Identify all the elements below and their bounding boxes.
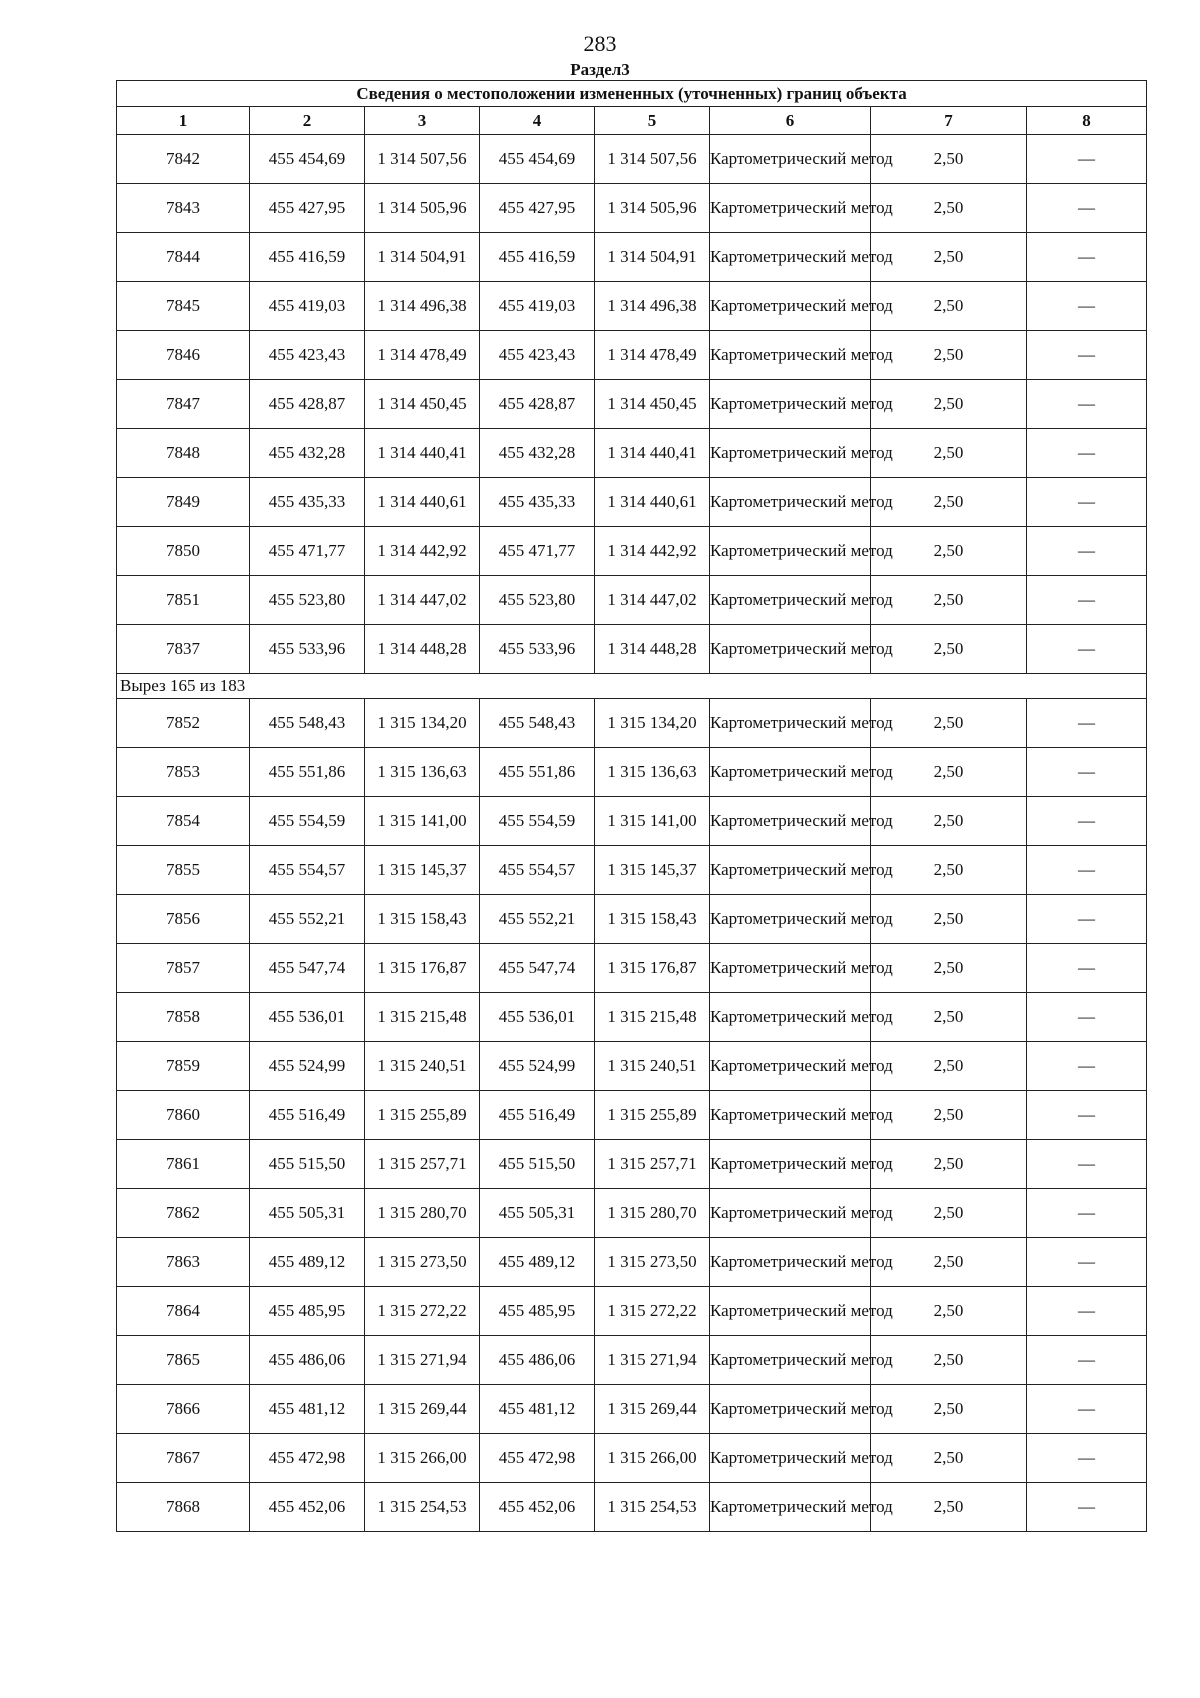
table-cell: Картометрический метод [710, 1091, 871, 1140]
column-header: 3 [365, 107, 480, 135]
table-cell: 1 315 136,63 [595, 748, 710, 797]
table-cell: Картометрический метод [710, 478, 871, 527]
column-header: 2 [250, 107, 365, 135]
table-cell: Картометрический метод [710, 282, 871, 331]
table-cell: 455 547,74 [480, 944, 595, 993]
table-row [117, 1385, 1147, 1434]
table-cell: 455 416,59 [480, 233, 595, 282]
table-cell: 1 315 254,53 [365, 1483, 480, 1532]
table-cell: 2,50 [871, 1140, 1027, 1189]
table-cell: 1 315 136,63 [365, 748, 480, 797]
table-cell: 7852 [117, 699, 250, 748]
table-cell: 455 533,96 [250, 625, 365, 674]
table-cell: 7865 [117, 1336, 250, 1385]
table-cell: 2,50 [871, 1483, 1027, 1532]
table-cell: 7860 [117, 1091, 250, 1140]
table-cell: 1 315 158,43 [595, 895, 710, 944]
table-cell: 7844 [117, 233, 250, 282]
table-cell: 1 315 145,37 [365, 846, 480, 895]
table-cell: 455 554,57 [480, 846, 595, 895]
table-cell: 1 315 255,89 [365, 1091, 480, 1140]
table-cell: 455 419,03 [480, 282, 595, 331]
table-cell: 1 315 273,50 [365, 1238, 480, 1287]
table-cell: 1 314 447,02 [595, 576, 710, 625]
table-cell: 7837 [117, 625, 250, 674]
table-cell: — [1027, 895, 1147, 944]
table-cell: 1 315 257,71 [595, 1140, 710, 1189]
table-cell: 1 315 240,51 [595, 1042, 710, 1091]
table-cell: 1 314 442,92 [365, 527, 480, 576]
table-cell: 2,50 [871, 135, 1027, 184]
table-cell: 455 533,96 [480, 625, 595, 674]
table-caption: Сведения о местоположении измененных (уточненных) границ объекта [117, 81, 1147, 107]
table-cell: 1 315 255,89 [595, 1091, 710, 1140]
table-cell: Картометрический метод [710, 1287, 871, 1336]
table-cell: 2,50 [871, 699, 1027, 748]
table-cell: — [1027, 184, 1147, 233]
table-cell: 455 481,12 [250, 1385, 365, 1434]
table-cell: Картометрический метод [710, 576, 871, 625]
table-row [117, 576, 1147, 625]
table-cell: 7857 [117, 944, 250, 993]
table-cell: 2,50 [871, 1238, 1027, 1287]
table-cell: Картометрический метод [710, 797, 871, 846]
table-cell: — [1027, 625, 1147, 674]
table-cell: 2,50 [871, 1336, 1027, 1385]
table-cell: Картометрический метод [710, 1042, 871, 1091]
table-cell: — [1027, 1091, 1147, 1140]
table-cell: — [1027, 1336, 1147, 1385]
table-cell: 455 551,86 [250, 748, 365, 797]
table-cell: — [1027, 429, 1147, 478]
table-cell: 2,50 [871, 993, 1027, 1042]
table-cell: 455 515,50 [480, 1140, 595, 1189]
table-row [117, 1189, 1147, 1238]
table-row [117, 478, 1147, 527]
table-cell: 455 427,95 [250, 184, 365, 233]
table-cell: 455 523,80 [250, 576, 365, 625]
table-cell: 2,50 [871, 748, 1027, 797]
table-cell: 455 423,43 [250, 331, 365, 380]
table-cell: 2,50 [871, 527, 1027, 576]
table-cell: 7854 [117, 797, 250, 846]
table-cell: 1 314 447,02 [365, 576, 480, 625]
table-cell: 1 314 504,91 [365, 233, 480, 282]
table-cell: 455 554,57 [250, 846, 365, 895]
table-cell: 7858 [117, 993, 250, 1042]
table-cell: Картометрический метод [710, 1336, 871, 1385]
table-cell: 1 314 448,28 [365, 625, 480, 674]
table-cell: 7862 [117, 1189, 250, 1238]
table-cell: 1 314 496,38 [595, 282, 710, 331]
table-cell: Картометрический метод [710, 1140, 871, 1189]
table-row [117, 748, 1147, 797]
table-cell: Картометрический метод [710, 625, 871, 674]
table-cell: 2,50 [871, 846, 1027, 895]
table-cell: — [1027, 1483, 1147, 1532]
column-header: 6 [710, 107, 871, 135]
table-cell: 455 432,28 [250, 429, 365, 478]
table-cell: 455 505,31 [250, 1189, 365, 1238]
table-cell: 7868 [117, 1483, 250, 1532]
table-cell: 1 315 158,43 [365, 895, 480, 944]
table-cell: 2,50 [871, 576, 1027, 625]
table-cell: 455 551,86 [480, 748, 595, 797]
table-cell: — [1027, 1287, 1147, 1336]
table-cell: 1 315 271,94 [595, 1336, 710, 1385]
table-cell: 1 314 450,45 [595, 380, 710, 429]
table-cell: 455 481,12 [480, 1385, 595, 1434]
table-row [117, 797, 1147, 846]
table-cell: Картометрический метод [710, 1189, 871, 1238]
table-cell: — [1027, 282, 1147, 331]
table-cell: 1 314 440,61 [365, 478, 480, 527]
table-cell: — [1027, 233, 1147, 282]
table-cell: 455 471,77 [480, 527, 595, 576]
table-row [117, 1483, 1147, 1532]
table-row [117, 184, 1147, 233]
table-cell: 455 505,31 [480, 1189, 595, 1238]
table-cell: — [1027, 576, 1147, 625]
table-row [117, 380, 1147, 429]
table-cell: 2,50 [871, 895, 1027, 944]
table-cell: 1 315 141,00 [595, 797, 710, 846]
table-row [117, 846, 1147, 895]
table-row [117, 895, 1147, 944]
table-cell: Картометрический метод [710, 331, 871, 380]
table-cell: 1 315 269,44 [595, 1385, 710, 1434]
table-cell: Картометрический метод [710, 429, 871, 478]
table-cell: 455 486,06 [250, 1336, 365, 1385]
table-cell: 2,50 [871, 1189, 1027, 1238]
table-cell: 455 452,06 [480, 1483, 595, 1532]
table-cell: 2,50 [871, 625, 1027, 674]
table-cell: 7855 [117, 846, 250, 895]
table-cell: 1 314 440,61 [595, 478, 710, 527]
table-cell: 1 315 269,44 [365, 1385, 480, 1434]
table-cell: 455 435,33 [480, 478, 595, 527]
table-cell: — [1027, 1434, 1147, 1483]
table-cell: 455 452,06 [250, 1483, 365, 1532]
table-cell: Картометрический метод [710, 748, 871, 797]
table-cell: 1 315 134,20 [595, 699, 710, 748]
table-cell: 2,50 [871, 797, 1027, 846]
table-cell: 7867 [117, 1434, 250, 1483]
table-cell: 455 552,21 [480, 895, 595, 944]
table-cell: — [1027, 1189, 1147, 1238]
table-cell: 1 315 215,48 [595, 993, 710, 1042]
table-cell: 1 315 273,50 [595, 1238, 710, 1287]
table-cell: 455 536,01 [480, 993, 595, 1042]
table-row [117, 625, 1147, 674]
column-header: 4 [480, 107, 595, 135]
table-cell: 2,50 [871, 380, 1027, 429]
table-row [117, 993, 1147, 1042]
table-cell: 1 315 240,51 [365, 1042, 480, 1091]
table-cell: Картометрический метод [710, 527, 871, 576]
table-cell: 455 516,49 [480, 1091, 595, 1140]
table-cell: — [1027, 135, 1147, 184]
table-cell: 1 315 280,70 [595, 1189, 710, 1238]
table-cell: 1 315 176,87 [365, 944, 480, 993]
table-row [117, 135, 1147, 184]
table-cell: 1 314 450,45 [365, 380, 480, 429]
table-cell: 455 486,06 [480, 1336, 595, 1385]
table-cell: 455 419,03 [250, 282, 365, 331]
table-cell: — [1027, 331, 1147, 380]
table-cell: 455 554,59 [250, 797, 365, 846]
table-row [117, 282, 1147, 331]
table-cell: 455 548,43 [250, 699, 365, 748]
table-cell: 455 516,49 [250, 1091, 365, 1140]
table-cell: 7848 [117, 429, 250, 478]
table-row [117, 1238, 1147, 1287]
table-cell: 1 315 257,71 [365, 1140, 480, 1189]
table-cell: 455 472,98 [250, 1434, 365, 1483]
table-cell: 7864 [117, 1287, 250, 1336]
table-cell: 1 315 272,22 [595, 1287, 710, 1336]
table-cell: 455 554,59 [480, 797, 595, 846]
table-cell: 1 315 266,00 [595, 1434, 710, 1483]
table-body [117, 135, 1147, 1532]
table-cell: 1 314 496,38 [365, 282, 480, 331]
table-cell: 2,50 [871, 1287, 1027, 1336]
page-number: 283 [583, 31, 617, 56]
table-cell: 455 454,69 [250, 135, 365, 184]
subsection-row [117, 674, 1147, 699]
table-row [117, 429, 1147, 478]
table-cell: 455 536,01 [250, 993, 365, 1042]
table-cell: — [1027, 993, 1147, 1042]
table-cell: Картометрический метод [710, 1238, 871, 1287]
table-cell: 455 454,69 [480, 135, 595, 184]
table-cell: — [1027, 1238, 1147, 1287]
table-cell: Картометрический метод [710, 233, 871, 282]
table-cell: — [1027, 748, 1147, 797]
table-row [117, 1287, 1147, 1336]
table-cell: 455 432,28 [480, 429, 595, 478]
table-cell: 455 523,80 [480, 576, 595, 625]
table-cell: 1 315 176,87 [595, 944, 710, 993]
table-cell: 2,50 [871, 1091, 1027, 1140]
table-cell: — [1027, 478, 1147, 527]
table-cell: 2,50 [871, 1042, 1027, 1091]
table-cell: 455 489,12 [480, 1238, 595, 1287]
table-cell: — [1027, 699, 1147, 748]
table-cell: 2,50 [871, 1385, 1027, 1434]
table-row [117, 233, 1147, 282]
table-cell: 7843 [117, 184, 250, 233]
table-cell: 455 552,21 [250, 895, 365, 944]
table-row [117, 1091, 1147, 1140]
table-cell: 1 314 504,91 [595, 233, 710, 282]
coordinates-table [116, 80, 1147, 1532]
table-cell: 2,50 [871, 184, 1027, 233]
table-cell: — [1027, 527, 1147, 576]
table-cell: 2,50 [871, 944, 1027, 993]
table-cell: 7846 [117, 331, 250, 380]
table-cell: 1 314 440,41 [365, 429, 480, 478]
table-cell: 7859 [117, 1042, 250, 1091]
table-cell: 2,50 [871, 331, 1027, 380]
table-cell: 1 315 145,37 [595, 846, 710, 895]
table-cell: — [1027, 1042, 1147, 1091]
table-cell: 2,50 [871, 478, 1027, 527]
table-row [117, 1140, 1147, 1189]
table-row [117, 699, 1147, 748]
table-row [117, 527, 1147, 576]
table-cell: 1 315 254,53 [595, 1483, 710, 1532]
column-header: 8 [1027, 107, 1147, 135]
table-cell: 455 435,33 [250, 478, 365, 527]
column-header: 5 [595, 107, 710, 135]
table-cell: 1 315 280,70 [365, 1189, 480, 1238]
column-header: 1 [117, 107, 250, 135]
table-cell: Картометрический метод [710, 380, 871, 429]
table-row [117, 1042, 1147, 1091]
table-cell: 2,50 [871, 429, 1027, 478]
table-cell: 1 314 507,56 [595, 135, 710, 184]
table-cell: 455 471,77 [250, 527, 365, 576]
table-cell: Картометрический метод [710, 846, 871, 895]
table-row [117, 944, 1147, 993]
table-cell: 455 515,50 [250, 1140, 365, 1189]
table-row [117, 331, 1147, 380]
table-cell: — [1027, 846, 1147, 895]
table-cell: 7853 [117, 748, 250, 797]
table-cell: Картометрический метод [710, 699, 871, 748]
table-cell: 455 472,98 [480, 1434, 595, 1483]
table-cell: Картометрический метод [710, 944, 871, 993]
table-cell: Картометрический метод [710, 895, 871, 944]
table-cell: Картометрический метод [710, 993, 871, 1042]
column-header: 7 [871, 107, 1027, 135]
table-cell: — [1027, 944, 1147, 993]
table-cell: 2,50 [871, 1434, 1027, 1483]
table-cell: 1 315 266,00 [365, 1434, 480, 1483]
table-cell: 7863 [117, 1238, 250, 1287]
table-cell: 1 315 215,48 [365, 993, 480, 1042]
table-cell: Картометрический метод [710, 1434, 871, 1483]
table-cell: 1 314 442,92 [595, 527, 710, 576]
table-cell: 455 485,95 [250, 1287, 365, 1336]
table-cell: — [1027, 380, 1147, 429]
table-cell: 455 485,95 [480, 1287, 595, 1336]
table-row [117, 1336, 1147, 1385]
table-cell: 1 315 271,94 [365, 1336, 480, 1385]
table-cell: 7861 [117, 1140, 250, 1189]
table-cell: 1 315 134,20 [365, 699, 480, 748]
table-cell: 1 314 478,49 [365, 331, 480, 380]
table-cell: 2,50 [871, 282, 1027, 331]
table-cell: 7849 [117, 478, 250, 527]
table-cell: Картометрический метод [710, 184, 871, 233]
table-cell: 7851 [117, 576, 250, 625]
section-title: Раздел3 [570, 60, 630, 79]
table-cell: 7856 [117, 895, 250, 944]
subsection-label: Вырез 165 из 183 [117, 674, 1147, 699]
table-row [117, 1434, 1147, 1483]
table-cell: 7866 [117, 1385, 250, 1434]
table-cell: 455 423,43 [480, 331, 595, 380]
table-cell: — [1027, 797, 1147, 846]
table-cell: Картометрический метод [710, 1385, 871, 1434]
table-cell: 455 548,43 [480, 699, 595, 748]
table-cell: 1 314 440,41 [595, 429, 710, 478]
table-cell: 1 314 478,49 [595, 331, 710, 380]
table-cell: 455 428,87 [250, 380, 365, 429]
table-cell: 7850 [117, 527, 250, 576]
table-cell: 455 524,99 [480, 1042, 595, 1091]
column-header-row [117, 107, 1147, 135]
table-cell: 1 314 448,28 [595, 625, 710, 674]
table-cell: 1 314 505,96 [365, 184, 480, 233]
table-cell: — [1027, 1140, 1147, 1189]
table-cell: 455 547,74 [250, 944, 365, 993]
table-cell: Картометрический метод [710, 135, 871, 184]
table-cell: — [1027, 1385, 1147, 1434]
table-cell: 455 427,95 [480, 184, 595, 233]
table-cell: 7845 [117, 282, 250, 331]
table-cell: 7842 [117, 135, 250, 184]
table-cell: 455 416,59 [250, 233, 365, 282]
table-cell: 1 314 505,96 [595, 184, 710, 233]
table-cell: 2,50 [871, 233, 1027, 282]
table-cell: 455 524,99 [250, 1042, 365, 1091]
table-cell: Картометрический метод [710, 1483, 871, 1532]
table-cell: 455 428,87 [480, 380, 595, 429]
table-cell: 7847 [117, 380, 250, 429]
table-cell: 1 315 141,00 [365, 797, 480, 846]
table-cell: 1 314 507,56 [365, 135, 480, 184]
table-cell: 455 489,12 [250, 1238, 365, 1287]
table-cell: 1 315 272,22 [365, 1287, 480, 1336]
